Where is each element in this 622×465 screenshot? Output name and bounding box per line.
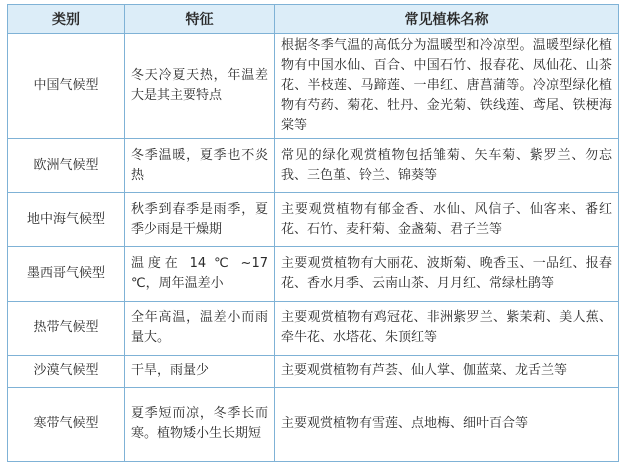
table-row — [8, 301, 619, 355]
header-feature: 特征 — [125, 5, 275, 34]
row-climate-type: 墨西哥气候型 — [8, 247, 125, 301]
row-feature: 秋季到春季是雨季，夏季少雨是干燥期 — [125, 193, 275, 247]
table-row — [8, 193, 619, 247]
row-plants: 主要观赏植物有大丽花、波斯菊、晚香玉、一品红、报春花、香水月季、云南山茶、月月红、常绿杜鹃等 — [275, 247, 619, 301]
table-row — [8, 387, 619, 461]
climate-plant-table — [7, 4, 619, 462]
row-climate-type: 沙漠气候型 — [8, 355, 125, 387]
row-feature: 干旱，雨量少 — [125, 355, 275, 387]
table-row — [8, 247, 619, 301]
row-plants: 主要观赏植物有郁金香、水仙、风信子、仙客来、番红花、石竹、麦秆菊、金盏菊、君子兰等 — [275, 193, 619, 247]
table-header-row — [8, 5, 619, 34]
row-plants: 根据冬季气温的高低分为温暖型和冷凉型。温暖型绿化植物有中国水仙、百合、中国石竹、报春花、凤仙花、山茶花、半枝莲、马蹄莲、一串红、唐菖蒲等。冷凉型绿化植物有芍药、菊花、牡丹、金光菊、铁线莲、鸢尾、铁梗海棠等 — [275, 34, 619, 139]
row-climate-type: 地中海气候型 — [8, 193, 125, 247]
row-plants: 主要观赏植物有雪莲、点地梅、细叶百合等 — [275, 387, 619, 461]
row-climate-type: 中国气候型 — [8, 34, 125, 139]
row-feature: 全年高温，温差小而雨量大。 — [125, 301, 275, 355]
table-row — [8, 34, 619, 139]
header-category: 类别 — [8, 5, 125, 34]
row-climate-type: 欧洲气候型 — [8, 139, 125, 193]
table-row — [8, 139, 619, 193]
row-feature: 冬天冷夏天热，年温差大是其主要特点 — [125, 34, 275, 139]
row-feature: 温度在 14 ℃ ~17 ℃，周年温差小 — [125, 247, 275, 301]
header-plants: 常见植株名称 — [275, 5, 619, 34]
row-feature: 夏季短而凉，冬季长而寒。植物矮小生长期短 — [125, 387, 275, 461]
row-plants: 主要观赏植物有鸡冠花、非洲紫罗兰、紫茉莉、美人蕉、牵牛花、水塔花、朱顶红等 — [275, 301, 619, 355]
row-climate-type: 寒带气候型 — [8, 387, 125, 461]
row-plants: 主要观赏植物有芦荟、仙人掌、伽蓝菜、龙舌兰等 — [275, 355, 619, 387]
table-row — [8, 355, 619, 387]
row-plants: 常见的绿化观赏植物包括雏菊、矢车菊、紫罗兰、勿忘我、三色堇、铃兰、锦葵等 — [275, 139, 619, 193]
row-feature: 冬季温暖，夏季也不炎热 — [125, 139, 275, 193]
row-climate-type: 热带气候型 — [8, 301, 125, 355]
